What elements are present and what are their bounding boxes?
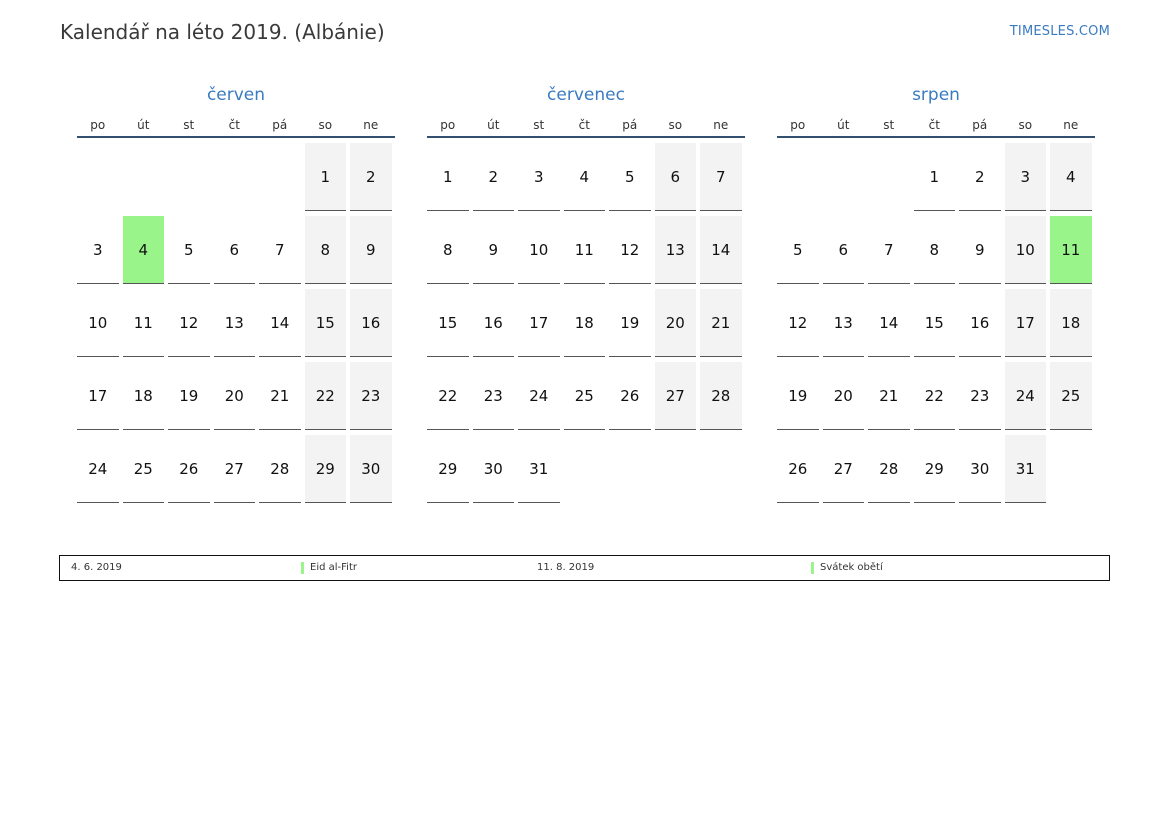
day-cell: 9 bbox=[350, 216, 392, 284]
day-cell: 1 bbox=[305, 143, 347, 211]
weekday-label: út bbox=[137, 118, 150, 132]
day-cell: 27 bbox=[214, 435, 256, 503]
day-cell: 30 bbox=[473, 435, 515, 503]
weekday-label: ne bbox=[713, 118, 729, 132]
day-cell: 10 bbox=[518, 216, 560, 284]
day-cell: 21 bbox=[700, 289, 742, 357]
day-cell: 19 bbox=[168, 362, 210, 430]
empty-day-cell bbox=[168, 143, 210, 211]
day-cell: 8 bbox=[914, 216, 956, 284]
day-cell: 12 bbox=[777, 289, 819, 357]
empty-day-cell bbox=[564, 435, 606, 503]
day-cell: 7 bbox=[259, 216, 301, 284]
day-cell: 28 bbox=[700, 362, 742, 430]
day-cell: 18 bbox=[123, 362, 165, 430]
weekday-header bbox=[777, 114, 1095, 138]
day-cell: 16 bbox=[473, 289, 515, 357]
day-cell: 2 bbox=[473, 143, 515, 211]
month-title: červenec bbox=[547, 85, 625, 105]
day-cell: 23 bbox=[959, 362, 1001, 430]
day-cell: 9 bbox=[959, 216, 1001, 284]
day-cell: 27 bbox=[823, 435, 865, 503]
month-title: srpen bbox=[912, 85, 960, 105]
weekday-label: ne bbox=[1063, 118, 1079, 132]
day-cell: 24 bbox=[1005, 362, 1047, 430]
weekday-label: po bbox=[440, 118, 456, 132]
weekday-label: čt bbox=[578, 118, 590, 132]
empty-day-cell bbox=[259, 143, 301, 211]
empty-day-cell bbox=[655, 435, 697, 503]
day-cell: 22 bbox=[305, 362, 347, 430]
brand-link[interactable]: TIMESLES.COM bbox=[1009, 24, 1110, 39]
day-cell: 16 bbox=[959, 289, 1001, 357]
empty-day-cell bbox=[214, 143, 256, 211]
legend-holiday-name: Eid al-Fitr bbox=[301, 562, 357, 574]
empty-day-cell bbox=[77, 143, 119, 211]
weekday-label: st bbox=[533, 118, 545, 132]
day-cell: 15 bbox=[305, 289, 347, 357]
empty-day-cell bbox=[1050, 435, 1092, 503]
day-cell: 23 bbox=[350, 362, 392, 430]
day-cell: 19 bbox=[609, 289, 651, 357]
day-cell: 3 bbox=[1005, 143, 1047, 211]
day-cell: 22 bbox=[914, 362, 956, 430]
day-cell: 13 bbox=[823, 289, 865, 357]
weekday-label: pá bbox=[622, 118, 638, 132]
day-cell: 21 bbox=[259, 362, 301, 430]
day-cell: 31 bbox=[1005, 435, 1047, 503]
legend-date: 11. 8. 2019 bbox=[537, 562, 595, 573]
weekday-label: ne bbox=[363, 118, 379, 132]
month-august bbox=[777, 84, 1095, 503]
weekday-label: po bbox=[90, 118, 106, 132]
empty-day-cell bbox=[777, 143, 819, 211]
day-cell: 22 bbox=[427, 362, 469, 430]
month-june bbox=[77, 84, 395, 503]
day-cell: 20 bbox=[823, 362, 865, 430]
empty-day-cell bbox=[123, 143, 165, 211]
empty-day-cell bbox=[823, 143, 865, 211]
weekday-header bbox=[427, 114, 745, 138]
day-cell: 14 bbox=[259, 289, 301, 357]
weekday-label: pá bbox=[272, 118, 288, 132]
day-cell: 11 bbox=[564, 216, 606, 284]
holiday-day-cell: 4 bbox=[123, 216, 165, 284]
day-cell: 25 bbox=[123, 435, 165, 503]
day-cell: 8 bbox=[427, 216, 469, 284]
day-grid bbox=[777, 143, 1095, 503]
day-cell: 17 bbox=[518, 289, 560, 357]
day-cell: 25 bbox=[564, 362, 606, 430]
day-cell: 25 bbox=[1050, 362, 1092, 430]
day-cell: 13 bbox=[655, 216, 697, 284]
day-cell: 1 bbox=[914, 143, 956, 211]
day-cell: 12 bbox=[168, 289, 210, 357]
day-cell: 24 bbox=[518, 362, 560, 430]
weekday-label: út bbox=[487, 118, 500, 132]
empty-day-cell bbox=[868, 143, 910, 211]
holiday-legend bbox=[59, 555, 1110, 581]
legend-holiday-name: Svátek obětí bbox=[811, 562, 883, 574]
day-cell: 29 bbox=[427, 435, 469, 503]
day-cell: 31 bbox=[518, 435, 560, 503]
page-title: Kalendář na léto 2019. (Albánie) bbox=[60, 20, 385, 44]
day-cell: 3 bbox=[518, 143, 560, 211]
weekday-label: pá bbox=[972, 118, 988, 132]
day-cell: 10 bbox=[77, 289, 119, 357]
month-title: červen bbox=[206, 85, 266, 105]
day-cell: 6 bbox=[655, 143, 697, 211]
day-cell: 7 bbox=[868, 216, 910, 284]
day-cell: 17 bbox=[1005, 289, 1047, 357]
day-cell: 9 bbox=[473, 216, 515, 284]
day-cell: 24 bbox=[77, 435, 119, 503]
weekday-label: st bbox=[883, 118, 895, 132]
day-cell: 19 bbox=[777, 362, 819, 430]
day-cell: 5 bbox=[609, 143, 651, 211]
weekday-label: čt bbox=[928, 118, 940, 132]
day-cell: 5 bbox=[777, 216, 819, 284]
day-cell: 2 bbox=[959, 143, 1001, 211]
day-cell: 18 bbox=[564, 289, 606, 357]
day-grid bbox=[427, 143, 745, 503]
day-cell: 20 bbox=[214, 362, 256, 430]
day-cell: 7 bbox=[700, 143, 742, 211]
weekday-label: út bbox=[837, 118, 850, 132]
legend-date: 4. 6. 2019 bbox=[71, 562, 122, 573]
month-july bbox=[427, 84, 745, 503]
day-cell: 26 bbox=[777, 435, 819, 503]
empty-day-cell bbox=[700, 435, 742, 503]
day-cell: 6 bbox=[214, 216, 256, 284]
day-cell: 4 bbox=[564, 143, 606, 211]
day-cell: 13 bbox=[214, 289, 256, 357]
day-cell: 14 bbox=[868, 289, 910, 357]
day-grid bbox=[77, 143, 395, 503]
empty-day-cell bbox=[609, 435, 651, 503]
weekday-label: so bbox=[318, 118, 333, 132]
day-cell: 28 bbox=[259, 435, 301, 503]
day-cell: 15 bbox=[427, 289, 469, 357]
day-cell: 10 bbox=[1005, 216, 1047, 284]
day-cell: 18 bbox=[1050, 289, 1092, 357]
day-cell: 28 bbox=[868, 435, 910, 503]
weekday-label: čt bbox=[228, 118, 240, 132]
day-cell: 2 bbox=[350, 143, 392, 211]
day-cell: 21 bbox=[868, 362, 910, 430]
day-cell: 26 bbox=[609, 362, 651, 430]
day-cell: 30 bbox=[959, 435, 1001, 503]
weekday-label: so bbox=[1018, 118, 1033, 132]
day-cell: 27 bbox=[655, 362, 697, 430]
day-cell: 17 bbox=[77, 362, 119, 430]
day-cell: 14 bbox=[700, 216, 742, 284]
holiday-day-cell: 11 bbox=[1050, 216, 1092, 284]
day-cell: 20 bbox=[655, 289, 697, 357]
day-cell: 5 bbox=[168, 216, 210, 284]
day-cell: 26 bbox=[168, 435, 210, 503]
weekday-label: po bbox=[790, 118, 806, 132]
day-cell: 1 bbox=[427, 143, 469, 211]
day-cell: 12 bbox=[609, 216, 651, 284]
day-cell: 29 bbox=[305, 435, 347, 503]
day-cell: 8 bbox=[305, 216, 347, 284]
day-cell: 4 bbox=[1050, 143, 1092, 211]
day-cell: 16 bbox=[350, 289, 392, 357]
day-cell: 15 bbox=[914, 289, 956, 357]
weekday-header bbox=[77, 114, 395, 138]
day-cell: 3 bbox=[77, 216, 119, 284]
day-cell: 23 bbox=[473, 362, 515, 430]
day-cell: 11 bbox=[123, 289, 165, 357]
day-cell: 6 bbox=[823, 216, 865, 284]
day-cell: 30 bbox=[350, 435, 392, 503]
weekday-label: st bbox=[183, 118, 195, 132]
weekday-label: so bbox=[668, 118, 683, 132]
day-cell: 29 bbox=[914, 435, 956, 503]
